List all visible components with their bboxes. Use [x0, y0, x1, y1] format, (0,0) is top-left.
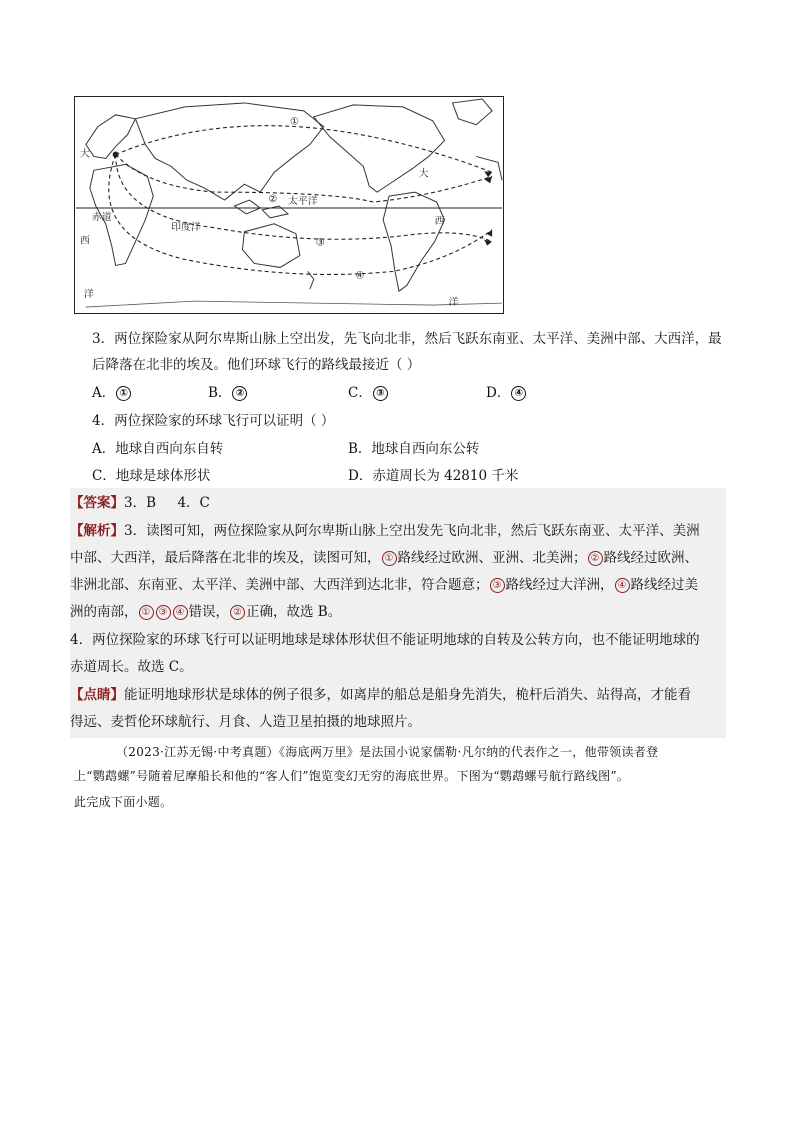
q3-option-d[interactable]: [486, 382, 527, 404]
label-da-right: 大: [418, 168, 429, 180]
q3-option-b[interactable]: [208, 382, 248, 404]
route-4-label: ④: [355, 270, 365, 282]
q3-stem-line1: 3．两位探险家从阿尔卑斯山脉上空出发，先飞向北非，然后飞跃东南亚、太平洋、美洲中部、大西洋，最: [92, 331, 722, 347]
analysis-text-3a: 非洲北部、东南亚、太平洋、美洲中部、大西洋到达北非，符合题意；: [70, 577, 489, 593]
route-1-label: ①: [289, 116, 299, 128]
analysis-line-6: 赤道周长。故选 C。: [70, 659, 193, 675]
route-arrowheads: [484, 171, 492, 245]
analysis-tag: 【解析】: [70, 523, 124, 539]
q3-option-c-mark: ③: [373, 386, 388, 401]
next-intro-line-1: （2023·江苏无锡·中考真题）《海底两万里》是法国小说家儒勒·凡尔纳的代表作之一，他带领读者登: [116, 745, 659, 759]
route-mark-2: ②: [588, 551, 603, 566]
q4-option-c[interactable]: C．地球是球体形状: [92, 468, 211, 484]
label-yang-left: 洋: [83, 289, 94, 301]
analysis-text-2a: 中部、大西洋，最后降落在北非的埃及，读图可知，: [70, 550, 381, 566]
answer-tag: 【答案】: [70, 495, 124, 511]
answer-line: [70, 492, 210, 514]
label-xi-left: 西: [79, 235, 90, 247]
africa-edge-right: [476, 156, 502, 180]
route-2-line: [116, 154, 493, 202]
route-mark-5: ①: [139, 605, 154, 620]
greenland-shape: [452, 99, 492, 125]
analysis-text-1: 3．读图可知，两位探险家从阿尔卑斯山脉上空出发先飞向北非，然后飞跃东南亚、太平洋、美洲: [124, 523, 700, 539]
analysis-text-2b: 路线经过欧洲、亚洲、北美洲；: [397, 550, 587, 566]
label-equator: 赤道: [91, 211, 112, 223]
next-intro-line-3: 此完成下面小题。: [74, 795, 173, 809]
label-yang-right: 洋: [448, 297, 459, 309]
analysis-text-3b: 路线经过大洋洲，: [505, 577, 614, 593]
map-svg: [75, 97, 503, 313]
southeast-asia-islands: [235, 200, 289, 218]
q3-option-b-letter: B．: [208, 385, 232, 401]
world-route-map: [74, 96, 504, 314]
analysis-text-4a: 洲的南部，: [70, 604, 138, 620]
australia-shape: [242, 224, 299, 268]
q3-option-d-mark: ④: [511, 386, 526, 401]
analysis-line-5: 4．两位探险家的环球飞行可以证明地球是球体形状但不能证明地球的自转及公转方向，也不能证明地球的: [70, 632, 700, 648]
q4-stem: 4．两位探险家的环球飞行可以证明（ ）: [92, 413, 335, 429]
label-indian-ocean: 印度洋: [171, 221, 201, 233]
analysis-line-4: [70, 601, 341, 623]
route-mark-1: ①: [382, 551, 397, 566]
route-2-label: ②: [268, 194, 278, 206]
route-mark-6: ③: [156, 605, 171, 620]
analysis-text-3c: 路线经过美: [630, 577, 698, 593]
analysis-text-4b: 错误，: [188, 604, 229, 620]
label-da-left: 大: [79, 148, 90, 160]
tip-tag: 【点睛】: [70, 687, 124, 703]
analysis-line-2: [70, 547, 698, 569]
route-mark-8: ②: [230, 605, 245, 620]
q4-option-a[interactable]: A．地球自西向东自转: [92, 441, 224, 457]
next-intro-line-2: 上“鹦鹉螺”号随着尼摩船长和他的“客人们”饱览变幻无穷的海底世界。下图为“鹦鹉螺号航行路线图”。: [74, 769, 630, 783]
analysis-text-2c: 路线经过欧洲、: [603, 550, 698, 566]
europe-shape: [86, 115, 136, 159]
q3-option-a[interactable]: [92, 382, 132, 404]
south-america-shape: [383, 192, 444, 291]
start-point: [113, 151, 119, 157]
route-3-label: ③: [315, 237, 325, 249]
tip-line-2: 得远、麦哲伦环球航行、月食、人造卫星拍摄的地球照片。: [70, 714, 421, 730]
answer-text: 3．B 4．C: [124, 495, 210, 511]
route-mark-7: ④: [173, 605, 188, 620]
label-xi-right: 西: [434, 215, 445, 227]
antarctica-edge: [86, 301, 502, 307]
label-pacific-ocean: 太平洋: [288, 196, 318, 208]
analysis-line-3: [70, 574, 698, 596]
analysis-line-1: [70, 520, 700, 542]
q3-option-a-mark: ①: [116, 386, 131, 401]
tip-text-1: 能证明地球形状是球体的例子很多，如离岸的船总是船身先消失，桅杆后消失、站得高，才能看: [124, 687, 691, 703]
q4-option-d[interactable]: D．赤道周长为 42810 千米: [348, 468, 519, 484]
route-mark-4: ④: [615, 578, 630, 593]
tip-line-1: [70, 684, 691, 706]
analysis-text-4c: 正确，故选 B。: [246, 604, 342, 620]
q3-stem-line2: 后降落在北非的埃及。他们环球飞行的路线最接近（ ）: [92, 357, 421, 373]
q3-option-a-letter: A．: [92, 385, 116, 401]
route-mark-3: ③: [490, 578, 505, 593]
q3-option-c[interactable]: [348, 382, 389, 404]
q4-option-b[interactable]: B．地球自西向东公转: [348, 441, 480, 457]
q3-option-b-mark: ②: [232, 386, 247, 401]
q3-option-c-letter: C．: [348, 385, 372, 401]
q3-option-d-letter: D．: [486, 385, 511, 401]
route-4-line: [109, 154, 492, 274]
